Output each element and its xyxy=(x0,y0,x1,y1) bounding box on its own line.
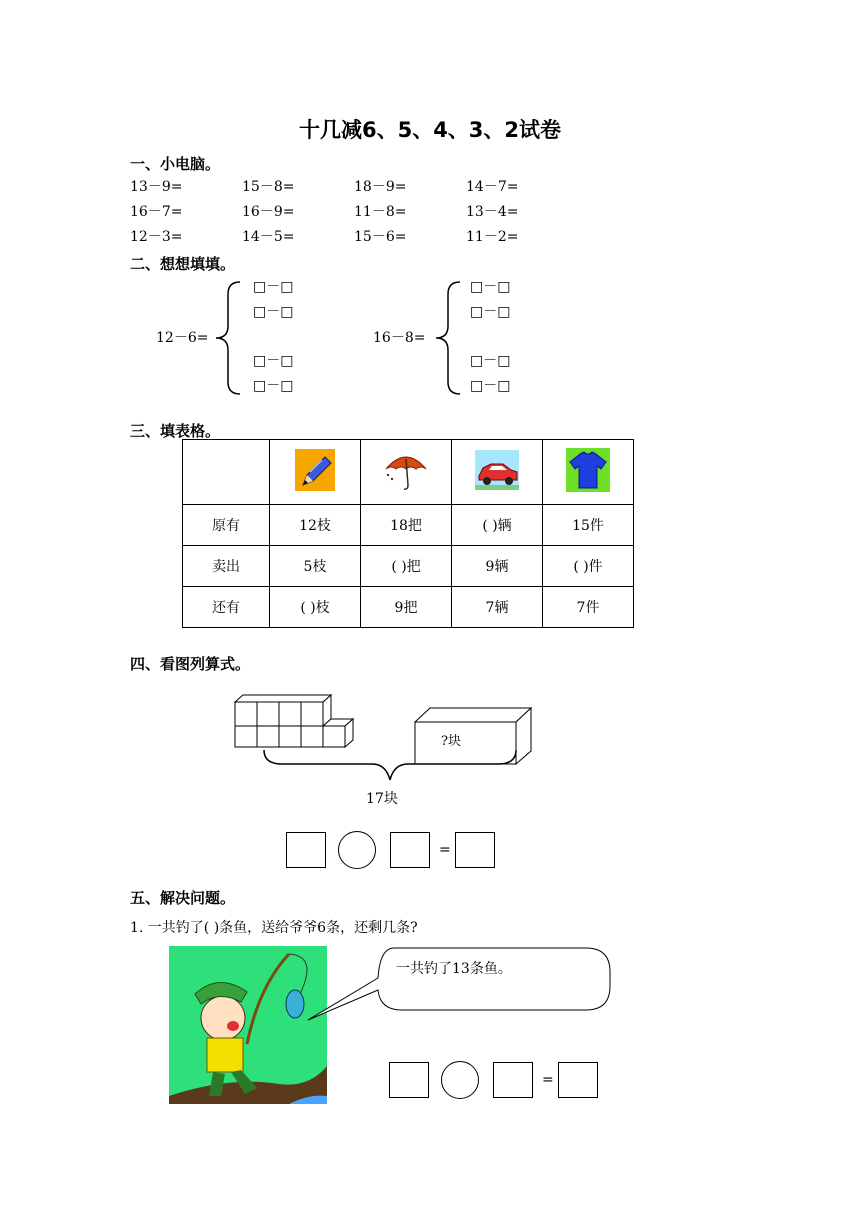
equals-sign: = xyxy=(439,842,451,858)
table-header-cell xyxy=(270,440,361,505)
calc-item: 16－7= xyxy=(130,204,183,220)
table-cell: 7件 xyxy=(543,587,634,628)
section-heading-5: 五、解决问题。 xyxy=(130,889,236,907)
total-label: 17块 xyxy=(366,791,398,807)
fill-blank[interactable]: □－□ xyxy=(470,304,511,320)
calc-item: 15－8= xyxy=(242,179,295,195)
fill-blank[interactable]: □－□ xyxy=(253,279,294,295)
fill-blank[interactable]: □－□ xyxy=(470,279,511,295)
table-cell[interactable]: ( )把 xyxy=(361,546,452,587)
calc-item: 16－9= xyxy=(242,204,295,220)
fill-left-expression: 12－6= xyxy=(156,330,209,346)
table-cell: 9把 xyxy=(361,587,452,628)
table-cell[interactable]: ( )枝 xyxy=(270,587,361,628)
table-cell: 15件 xyxy=(543,505,634,546)
fill-right-expression: 16－8= xyxy=(373,330,426,346)
table-cell: 5枝 xyxy=(270,546,361,587)
section-heading-3: 三、填表格。 xyxy=(130,422,221,440)
table-row xyxy=(183,546,634,587)
calc-grid xyxy=(130,177,578,248)
table-row xyxy=(183,505,634,546)
table-header-cell xyxy=(361,440,452,505)
table-row xyxy=(183,587,634,628)
total-brace-icon xyxy=(262,748,520,784)
fill-blank[interactable]: □－□ xyxy=(470,378,511,394)
answer-box[interactable] xyxy=(455,832,495,868)
calc-item: 14－7= xyxy=(466,179,519,195)
speech-text: 一共钓了13条鱼。 xyxy=(396,961,512,977)
section-heading-2: 二、想想填填。 xyxy=(130,255,236,273)
calc-item: 13－9= xyxy=(130,179,183,195)
calc-item: 13－4= xyxy=(466,204,519,220)
pencil-icon xyxy=(295,449,335,491)
table-row-label: 卖出 xyxy=(183,546,270,587)
table-cell[interactable]: ( )辆 xyxy=(452,505,543,546)
umbrella-icon xyxy=(382,449,430,491)
table-cell[interactable]: ( )件 xyxy=(543,546,634,587)
table-corner-cell xyxy=(183,440,270,505)
answer-box[interactable] xyxy=(558,1062,598,1098)
sales-table xyxy=(182,439,634,628)
calc-item: 11－2= xyxy=(466,229,519,245)
table-row-label: 还有 xyxy=(183,587,270,628)
calc-item: 12－3= xyxy=(130,229,183,245)
equals-sign: = xyxy=(542,1072,554,1088)
answer-box[interactable] xyxy=(390,832,430,868)
shirt-icon xyxy=(566,448,610,492)
fill-blank[interactable]: □－□ xyxy=(253,353,294,369)
table-header-cell xyxy=(452,440,543,505)
cubes-figure xyxy=(230,694,360,750)
section-heading-4: 四、看图列算式。 xyxy=(130,655,251,673)
page-title: 十几减6、5、4、3、2试卷 xyxy=(298,118,562,142)
table-cell: 7辆 xyxy=(452,587,543,628)
table-row-label: 原有 xyxy=(183,505,270,546)
calc-item: 14－5= xyxy=(242,229,295,245)
calc-item: 18－9= xyxy=(354,179,407,195)
table-cell: 18把 xyxy=(361,505,452,546)
table-header-row xyxy=(183,440,634,505)
left-brace-icon xyxy=(214,280,244,396)
operator-circle[interactable] xyxy=(338,831,376,869)
unknown-block-label: ?块 xyxy=(441,734,461,749)
problem-question: 1. 一共钓了( )条鱼，送给爷爷6条，还剩几条? xyxy=(130,920,418,936)
right-brace-icon xyxy=(434,280,464,396)
table-cell: 9辆 xyxy=(452,546,543,587)
calc-item: 11－8= xyxy=(354,204,407,220)
answer-box[interactable] xyxy=(286,832,326,868)
operator-circle[interactable] xyxy=(441,1061,479,1099)
section-heading-1: 一、小电脑。 xyxy=(130,155,221,173)
answer-box[interactable] xyxy=(493,1062,533,1098)
fill-blank[interactable]: □－□ xyxy=(253,378,294,394)
fill-blank[interactable]: □－□ xyxy=(470,353,511,369)
answer-box[interactable] xyxy=(389,1062,429,1098)
fill-blank[interactable]: □－□ xyxy=(253,304,294,320)
car-icon xyxy=(475,450,519,490)
calc-item: 15－6= xyxy=(354,229,407,245)
table-cell: 12枝 xyxy=(270,505,361,546)
table-header-cell xyxy=(543,440,634,505)
